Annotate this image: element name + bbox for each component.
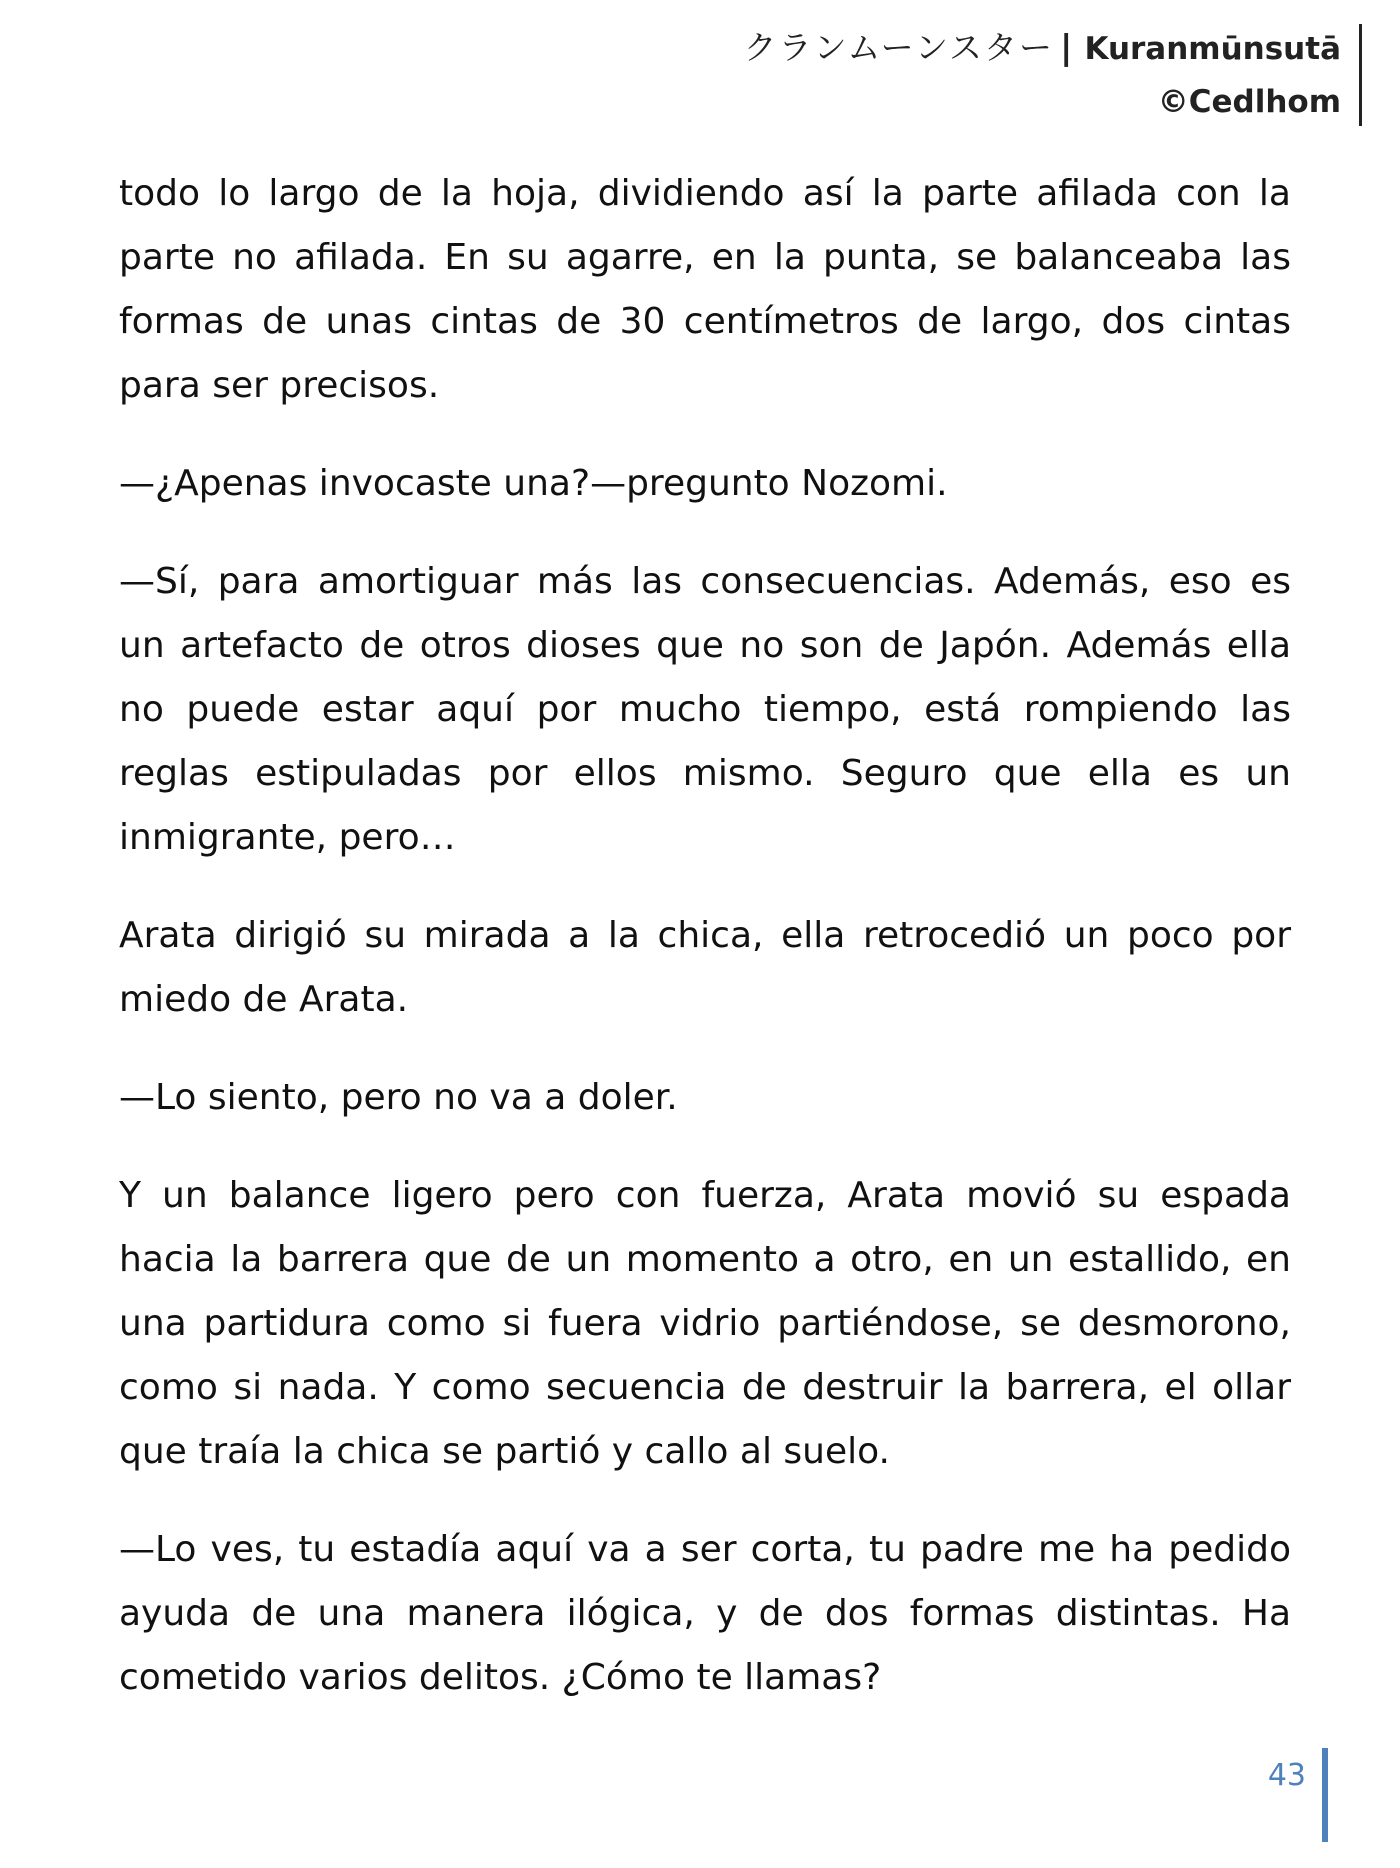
header-title-romaji: Kuranmūnsutā [1084,31,1341,67]
paragraph-6: Y un balance ligero pero con fuerza, Arata movió su espada hacia la barrera que de un momento a otro, en un estallido, en una partidura como si fuera vidrio partiéndose, se desmorono, como si nada. Y como secuencia de destruir la barrera, el ollar que traía la chica se partió y callo al suelo. [119,1175,1291,1472]
paragraph-2: —¿Apenas invocaste una?—pregunto Nozomi. [119,463,948,504]
header-copyright: ©Cedlhom [1157,84,1341,120]
paragraph-5: —Lo siento, pero no va a doler. [119,1077,678,1118]
header-separator: | [1060,28,1073,68]
header-title-line [744,24,1341,78]
running-header [744,24,1362,126]
page-body [119,162,1291,1744]
header-title-japanese: クランムーンスター [743,28,1055,67]
paragraph-4: Arata dirigió su mirada a la chica, ella retrocedió un poco por miedo de Arata. [119,915,1291,1020]
page-number: 43 [1268,1748,1328,1842]
paragraph-7: —Lo ves, tu estadía aquí va a ser corta, tu padre me ha pedido ayuda de una manera ilógica, y de dos formas distintas. Ha cometido varios delitos. ¿Cómo te llamas? [119,1529,1291,1698]
paragraph-1: todo lo largo de la hoja, dividiendo así la parte afilada con la parte no afilada. En su agarre, en la punta, se balanceaba las formas de unas cintas de 30 centímetros de largo, dos cintas para ser precisos. [119,173,1291,406]
paragraph-3: —Sí, para amortiguar más las consecuencias. Además, eso es un artefacto de otros dioses que no son de Japón. Además ella no puede estar aquí por mucho tiempo, está rompiendo las reglas estipuladas por ellos mismo. Seguro que ella es un inmigrante, pero… [119,561,1291,858]
